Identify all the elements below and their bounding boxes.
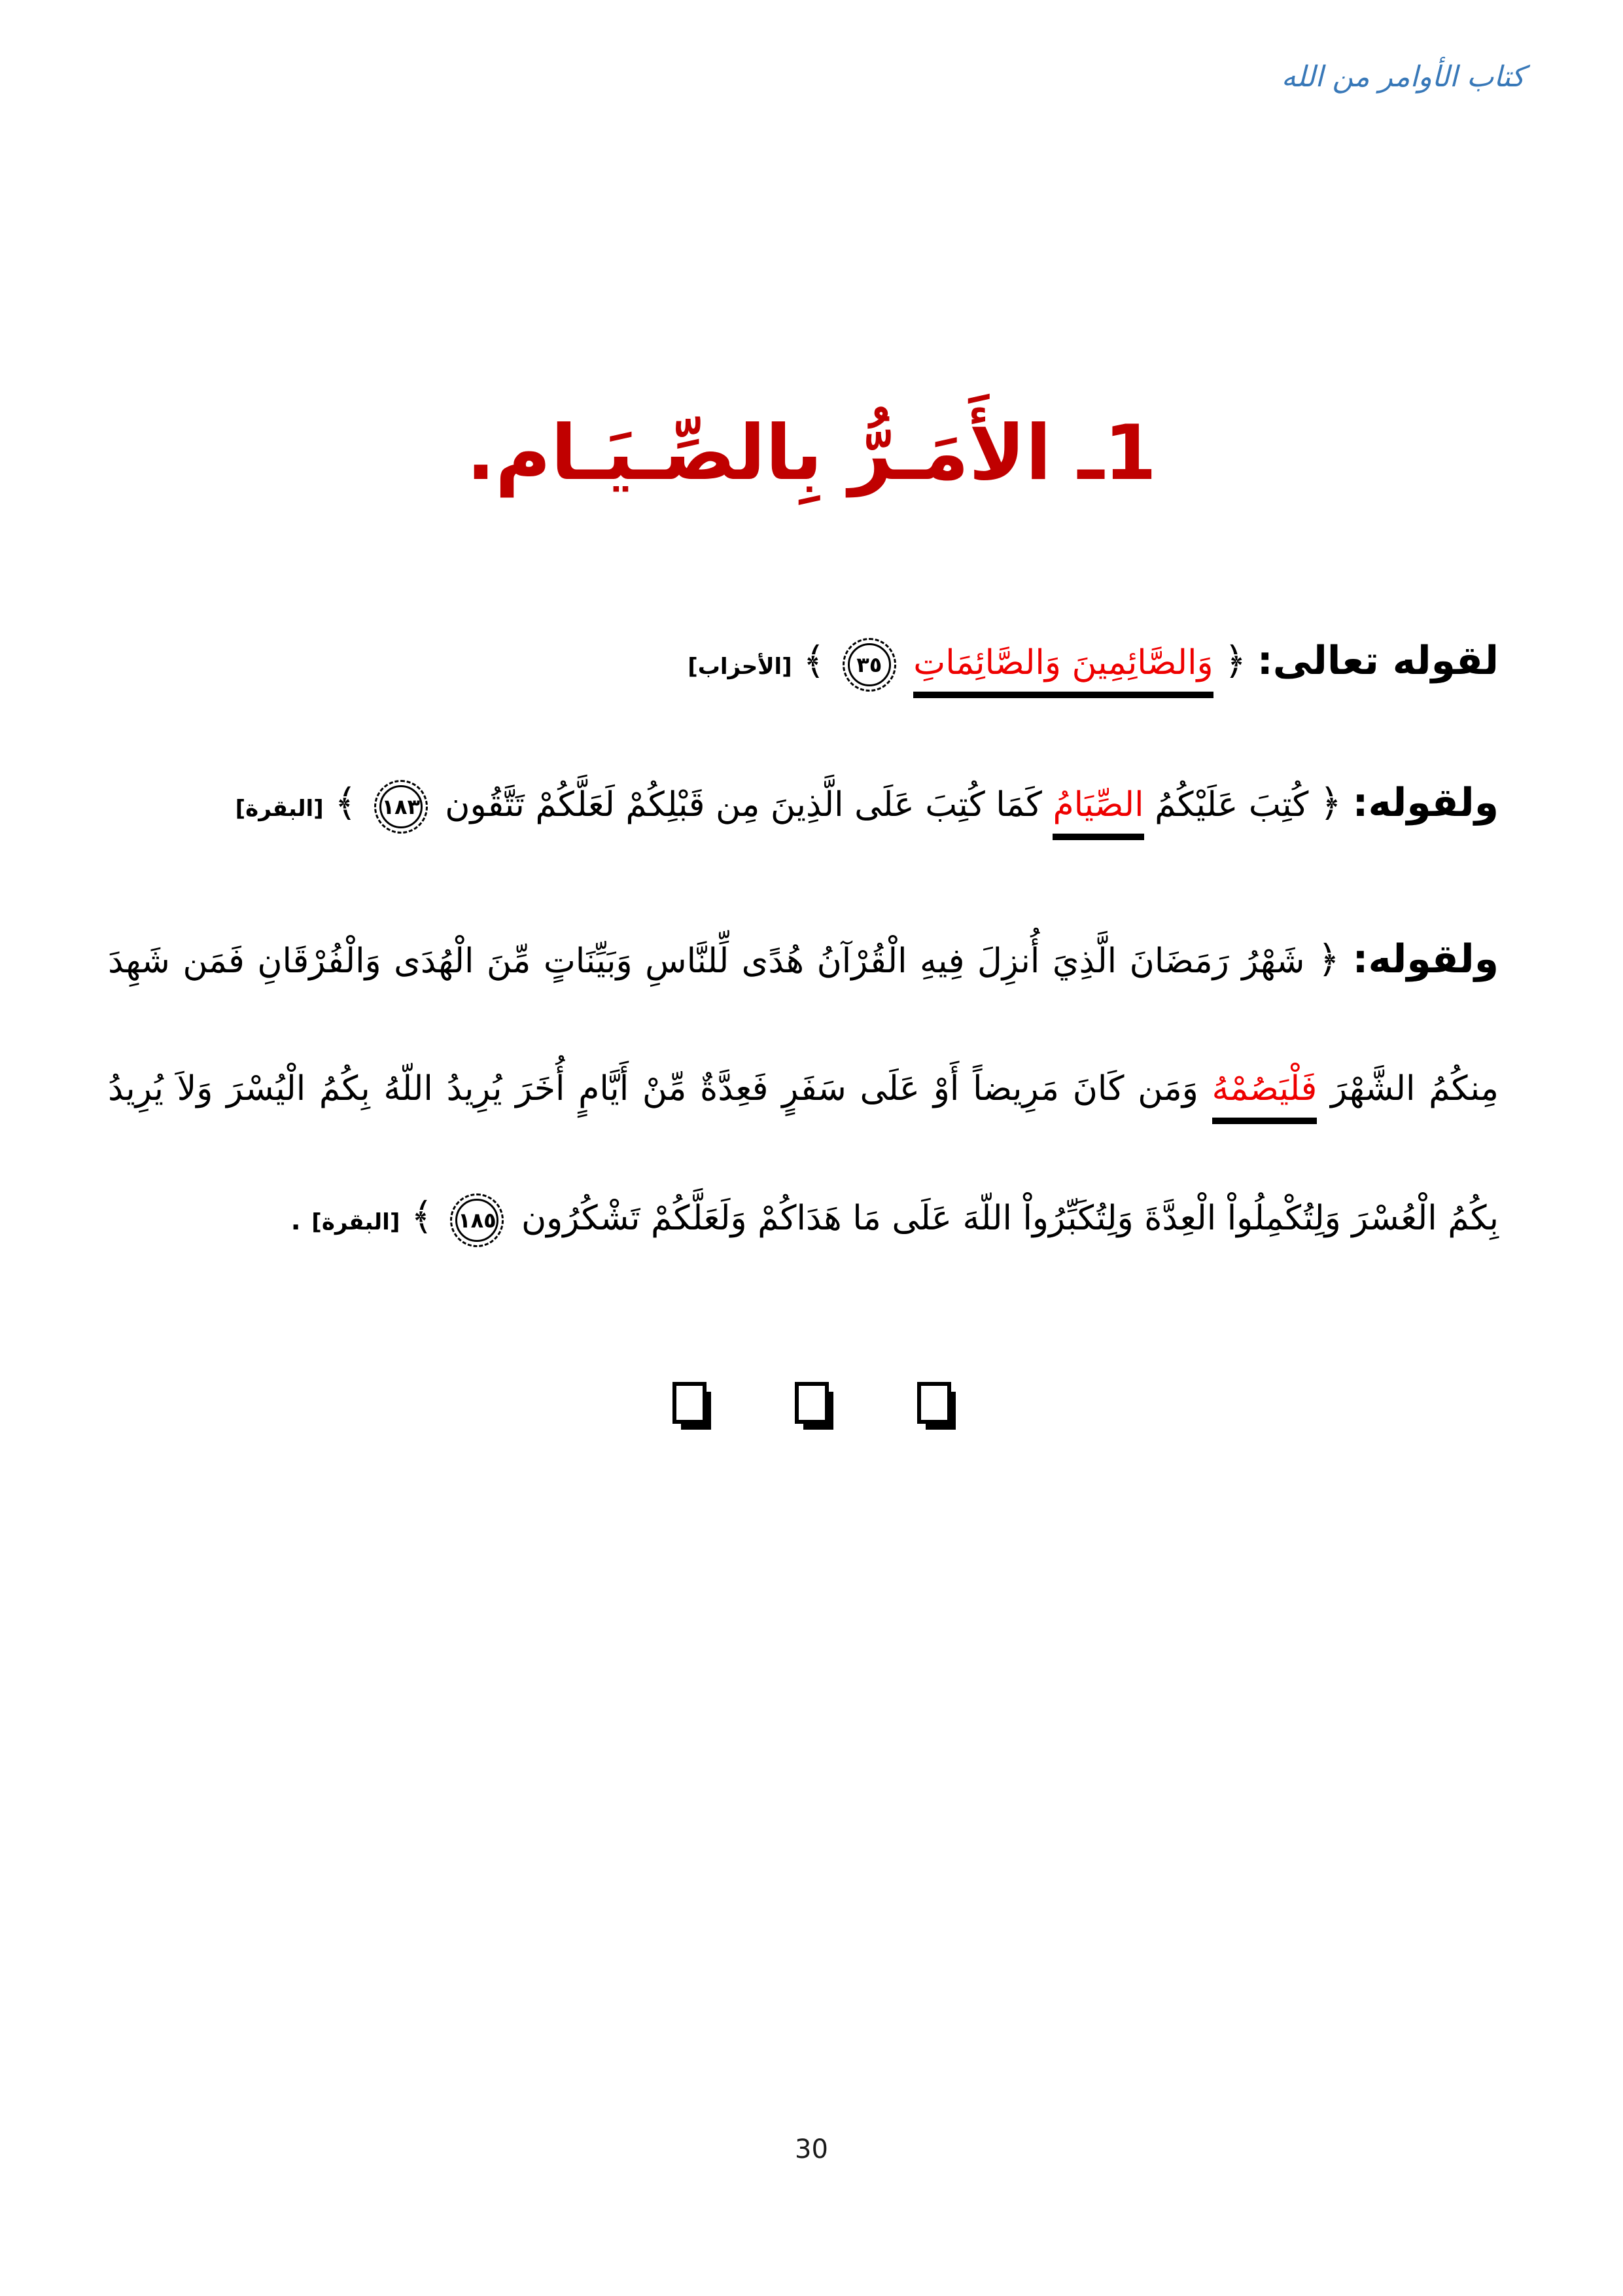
ornate-open-bracket: ﴿: [1224, 639, 1247, 683]
ayah-number-rosette: [843, 638, 896, 692]
shadowed-square-icon: [672, 1382, 707, 1424]
quran-quote-baqarah-185: [108, 896, 1499, 1286]
quran-quote-ahzab: [108, 612, 1499, 716]
ornate-open-bracket: ﴿: [1317, 937, 1340, 981]
shadowed-square-icon: [917, 1382, 951, 1424]
highlighted-verse-text: وَالصَّائِمِينَ وَالصَّائِمَاتِ: [913, 643, 1213, 698]
quote-label: ولقوله:: [1352, 936, 1499, 982]
section-divider: [0, 1382, 1623, 1424]
quran-quote-baqarah-183: [108, 754, 1499, 858]
highlighted-verse-text: الصِّيَامُ: [1053, 785, 1143, 840]
quotes-section: [108, 612, 1499, 1286]
ayah-number-rosette: [374, 780, 428, 834]
chapter-title: 1ـ الأَمَـرُّ بِالصِّـيَـام.: [466, 409, 1157, 497]
shadowed-square-icon: [795, 1382, 829, 1424]
verse-text: وَمَن كَانَ مَرِيضاً أَوْ عَلَى سَفَرٍ فَعِدَّةٌ مِّنْ أَيَّامٍ أُخَرَ يُرِيدُ اللّهُ بِكُمُ الْيُسْرَ وَلاَ يُرِيدُ بِكُمُ الْعُسْرَ وَلِتُكْمِلُواْ الْعِدَّةَ وَلِتُكَبِّرُواْ اللّهَ عَلَى مَا هَدَاكُمْ وَلَعَلَّكُمْ تَشْكُرُون: [108, 1069, 1499, 1238]
highlighted-verse-text: فَلْيَصُمْهُ: [1212, 1069, 1318, 1124]
page-number: 30: [795, 2134, 828, 2164]
verse-text: شَهْرُ رَمَضَانَ الَّذِيَ أُنزِلَ فِيهِ الْقُرْآنُ هُدًى لِّلنَّاسِ وَبَيِّنَاتٍ مِّنَ الْهُدَى وَالْفُرْقَانِ فَمَن شَهِدَ مِنكُمُ الشَّهْرَ: [108, 942, 1499, 1108]
ornate-open-bracket: ﴿: [1319, 781, 1342, 825]
verse-text: كَمَا كُتِبَ عَلَى الَّذِينَ مِن قَبْلِكُمْ لَعَلَّكُمْ تَتَّقُون: [445, 785, 1042, 824]
sentence-period: .: [290, 1206, 301, 1236]
ayah-number-rosette: [450, 1193, 504, 1247]
ayah-number: ١٨٣: [379, 785, 423, 828]
ayah-number: ١٨٥: [455, 1199, 498, 1242]
surah-reference: [الأحزاب]: [688, 654, 792, 680]
surah-reference: [البقرة]: [235, 796, 324, 822]
quote-label: ولقوله:: [1352, 780, 1499, 826]
ornate-close-bracket: ﴾: [803, 639, 826, 683]
ayah-number: ٣٥: [848, 643, 891, 686]
ornate-close-bracket: ﴾: [334, 781, 357, 825]
verse-text: كُتِبَ عَلَيْكُمُ: [1155, 785, 1309, 824]
quote-label: لقوله تعالى:: [1257, 638, 1499, 684]
book-title-calligraphy: كتاب الأوامر من الله: [1281, 60, 1525, 94]
surah-reference: [البقرة]: [311, 1209, 400, 1235]
ornate-close-bracket: ﴾: [410, 1194, 433, 1239]
